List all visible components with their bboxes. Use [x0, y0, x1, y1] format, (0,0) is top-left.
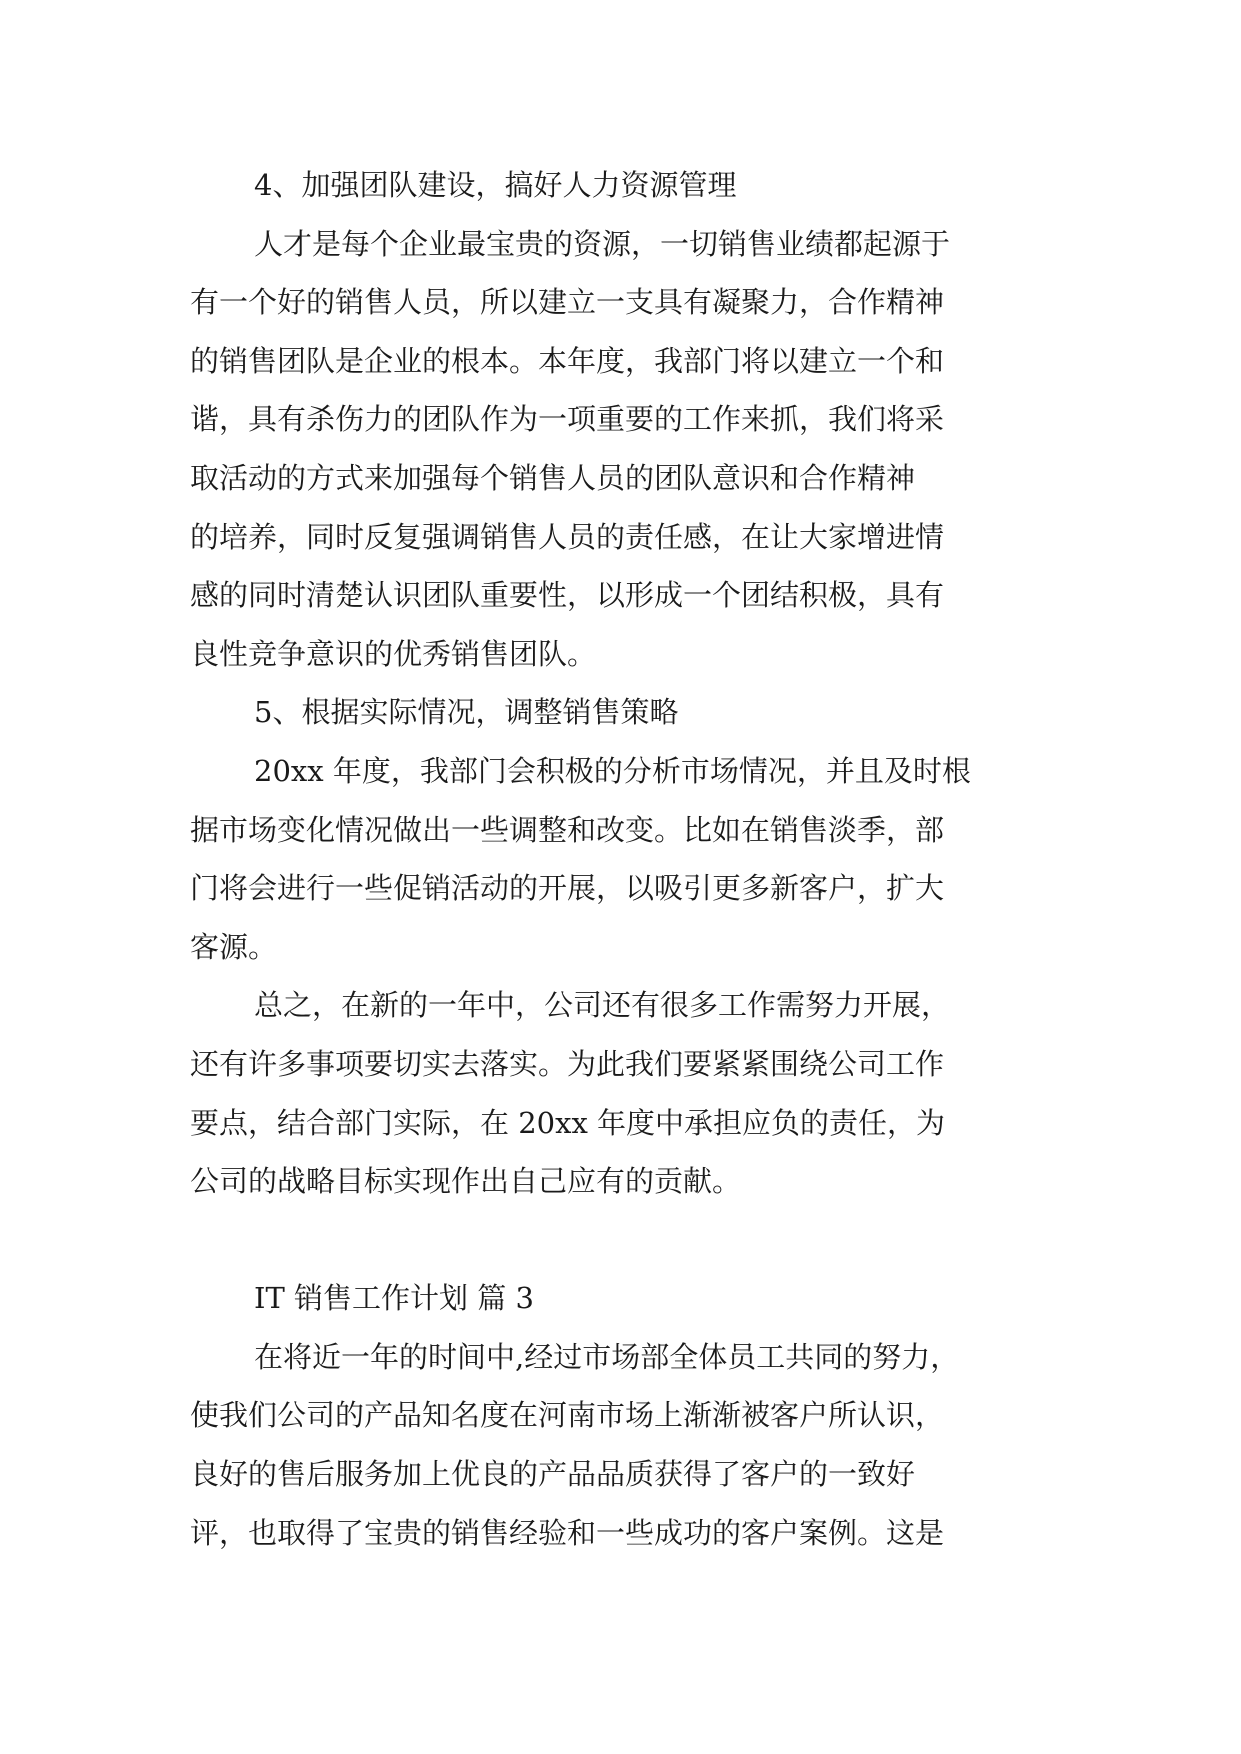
- text-line: 门将会进行一些促销活动的开展，以吸引更多新客户，扩大: [190, 871, 945, 906]
- text-line: 在将近一年的时间中,经过市场部全体员工共同的努力，: [254, 1339, 960, 1374]
- text-line: 的销售团队是企业的根本。本年度，我部门将以建立一个和: [190, 343, 945, 378]
- paragraph-summary: [190, 976, 1050, 1210]
- text-line: 总之，在新的一年中，公司还有很多工作需努力开展，: [254, 988, 951, 1023]
- text-line: 使我们公司的产品知名度在河南市场上渐渐被客户所认识，: [190, 1398, 945, 1433]
- section-heading-sales-strategy: 5、根据实际情况，调整销售策略: [254, 695, 679, 730]
- blank-line: [190, 1211, 1050, 1270]
- section-heading-team-building: 4、加强团队建设，搞好人力资源管理: [254, 168, 737, 202]
- text-line: 人才是每个企业最宝贵的资源，一切销售业绩都起源于: [254, 226, 951, 261]
- paragraph-team-building: [190, 215, 1050, 684]
- text-line: 感的同时清楚认识团队重要性，以形成一个团结积极，具有: [190, 578, 945, 613]
- text-line: 谐，具有杀伤力的团队作为一项重要的工作来抓，我们将采: [190, 402, 945, 437]
- text-line: 20xx 年度，我部门会积极的分析市场情况，并且及时根: [254, 753, 971, 788]
- text-line: 有一个好的销售人员，所以建立一支具有凝聚力，合作精神: [190, 285, 945, 320]
- text-line: 良性竞争意识的优秀销售团队。: [190, 636, 597, 671]
- text-line: 还有许多事项要切实去落实。为此我们要紧紧围绕公司工作: [190, 1046, 945, 1081]
- document-body: [190, 156, 1050, 1562]
- text-line: 公司的战略目标实现作出自己应有的贡献。: [190, 1164, 742, 1199]
- paragraph-intro: [190, 1328, 1050, 1562]
- text-line: 取活动的方式来加强每个销售人员的团队意识和合作精神: [190, 460, 916, 495]
- text-line: 要点，结合部门实际，在 20xx 年度中承担应负的责任，为: [190, 1105, 946, 1140]
- text-line: 据市场变化情况做出一些调整和改变。比如在销售淡季，部: [190, 812, 945, 847]
- paragraph-sales-strategy: [190, 742, 1050, 976]
- text-line: 客源。: [190, 929, 278, 964]
- text-line: 良好的售后服务加上优良的产品品质获得了客户的一致好: [190, 1457, 916, 1492]
- text-line: 评，也取得了宝贵的销售经验和一些成功的客户案例。这是: [190, 1515, 945, 1550]
- section-title-it-sales-plan: IT 销售工作计划 篇 3: [254, 1281, 534, 1316]
- text-line: 的培养，同时反复强调销售人员的责任感，在让大家增进情: [190, 519, 945, 554]
